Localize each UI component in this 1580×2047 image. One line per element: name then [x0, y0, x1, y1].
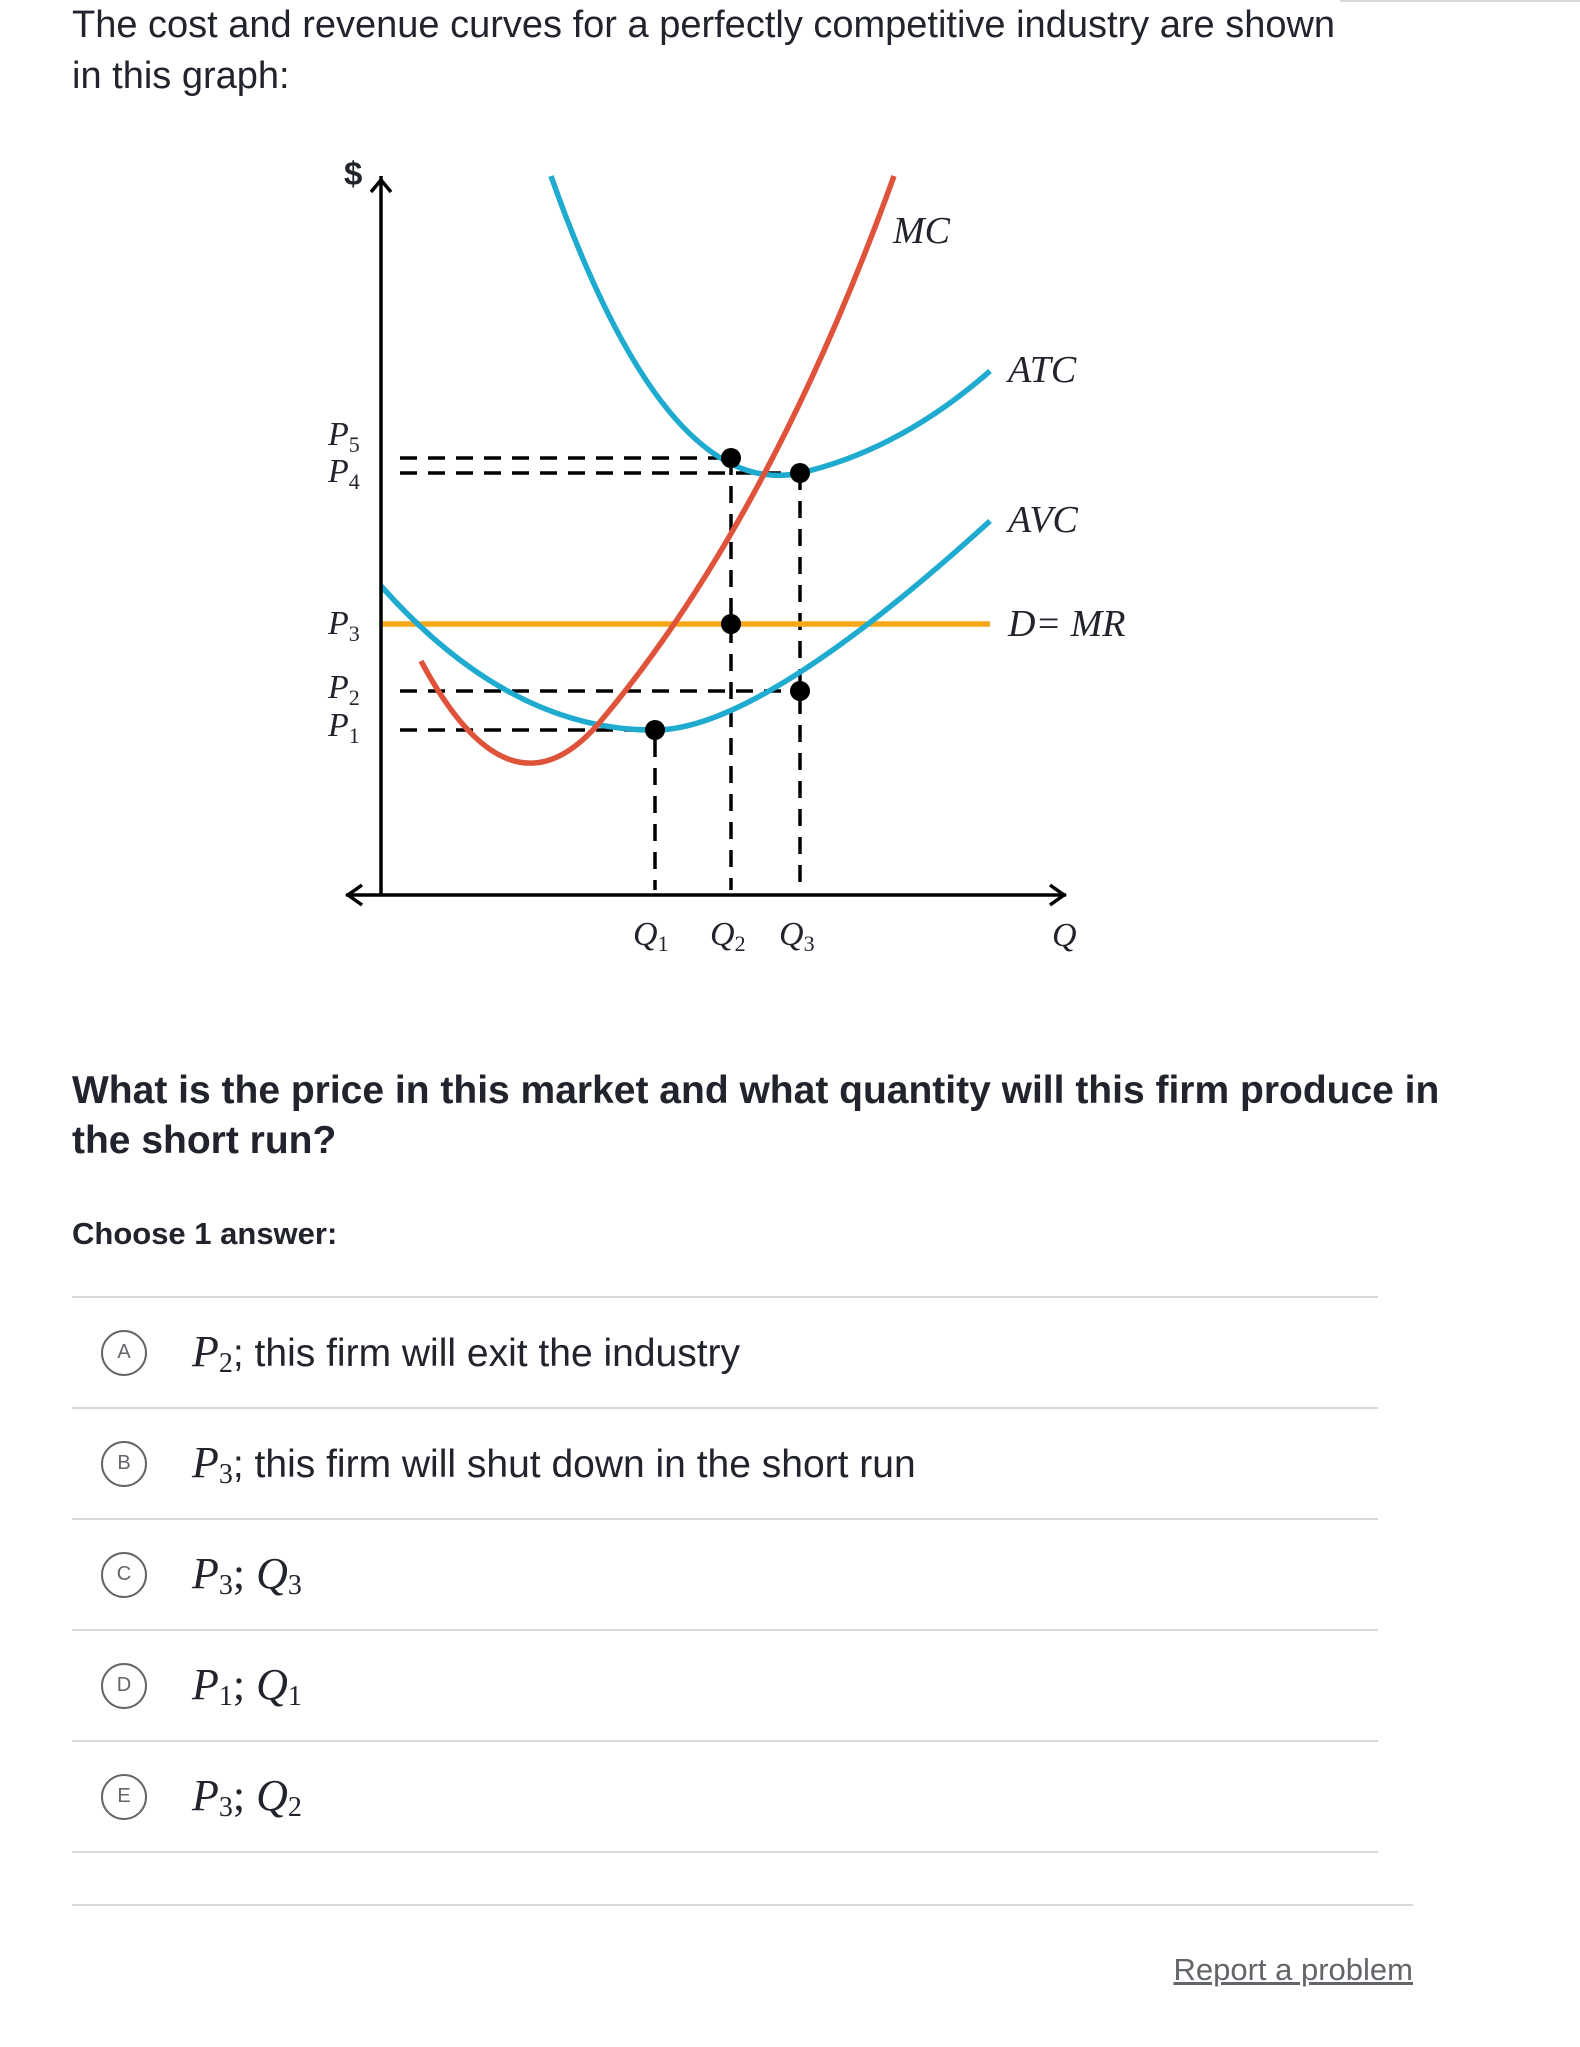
choice-b-text: $P_3$; this firm will shut down in the short run	[192, 1437, 916, 1490]
choice-c[interactable]	[72, 1518, 1378, 1629]
choose-label: Choose 1 answer:	[72, 1216, 338, 1251]
y-axis-label: $	[344, 155, 363, 192]
label-q1: Q1	[633, 916, 669, 956]
point-mc-mr-p3	[721, 614, 741, 634]
label-mc: MC	[893, 210, 950, 252]
label-avc: AVC	[1008, 499, 1078, 541]
label-p4: $P_4$	[328, 453, 360, 494]
label-dmr: D= MR	[1008, 603, 1126, 645]
choice-c-text: $P_3$; $Q_3$	[192, 1548, 302, 1601]
label-q2: Q2	[710, 916, 746, 956]
x-axis-label: Q	[1052, 917, 1077, 954]
intersection-points	[645, 448, 810, 740]
label-p2: $P_2$	[328, 669, 360, 710]
choice-d[interactable]	[72, 1629, 1378, 1740]
label-q3: Q3	[779, 916, 815, 956]
question-text: What is the price in this market and what quantity will this firm produce in the short run?	[72, 1069, 1440, 1162]
point-atc-min-p5	[721, 448, 741, 468]
choice-a[interactable]	[72, 1296, 1378, 1407]
report-problem-link[interactable]: Report a problem	[1173, 1952, 1413, 1987]
point-mc-avc-p1	[645, 720, 665, 740]
choice-e-text: $P_3$; $Q_2$	[192, 1770, 302, 1823]
choice-b-radio[interactable]: B	[101, 1441, 147, 1487]
choice-b[interactable]	[72, 1407, 1378, 1518]
label-p5: $P_5$	[328, 416, 360, 457]
choice-c-radio[interactable]: C	[101, 1552, 147, 1598]
choice-e-radio[interactable]: E	[101, 1774, 147, 1820]
cost-revenue-graph	[0, 0, 1580, 1000]
question-prompt: The cost and revenue curves for a perfectly competitive industry are shown in this graph:	[72, 4, 1336, 97]
axes	[346, 176, 1066, 905]
label-atc: ATC	[1008, 349, 1077, 391]
label-p1: $P_1$	[328, 707, 360, 748]
choice-d-text: $P_1$; $Q_1$	[192, 1659, 302, 1712]
choice-a-radio[interactable]: A	[101, 1330, 147, 1376]
point-avc-p2	[790, 681, 810, 701]
bottom-divider	[72, 1904, 1413, 1906]
choice-d-radio[interactable]: D	[101, 1663, 147, 1709]
choice-a-text: $P_2$; this firm will exit the industry	[192, 1326, 741, 1379]
point-mc-atc-p4	[790, 463, 810, 483]
label-p3: $P_3$	[328, 605, 360, 646]
answer-choices	[72, 1296, 1378, 1853]
choice-e[interactable]	[72, 1740, 1378, 1853]
